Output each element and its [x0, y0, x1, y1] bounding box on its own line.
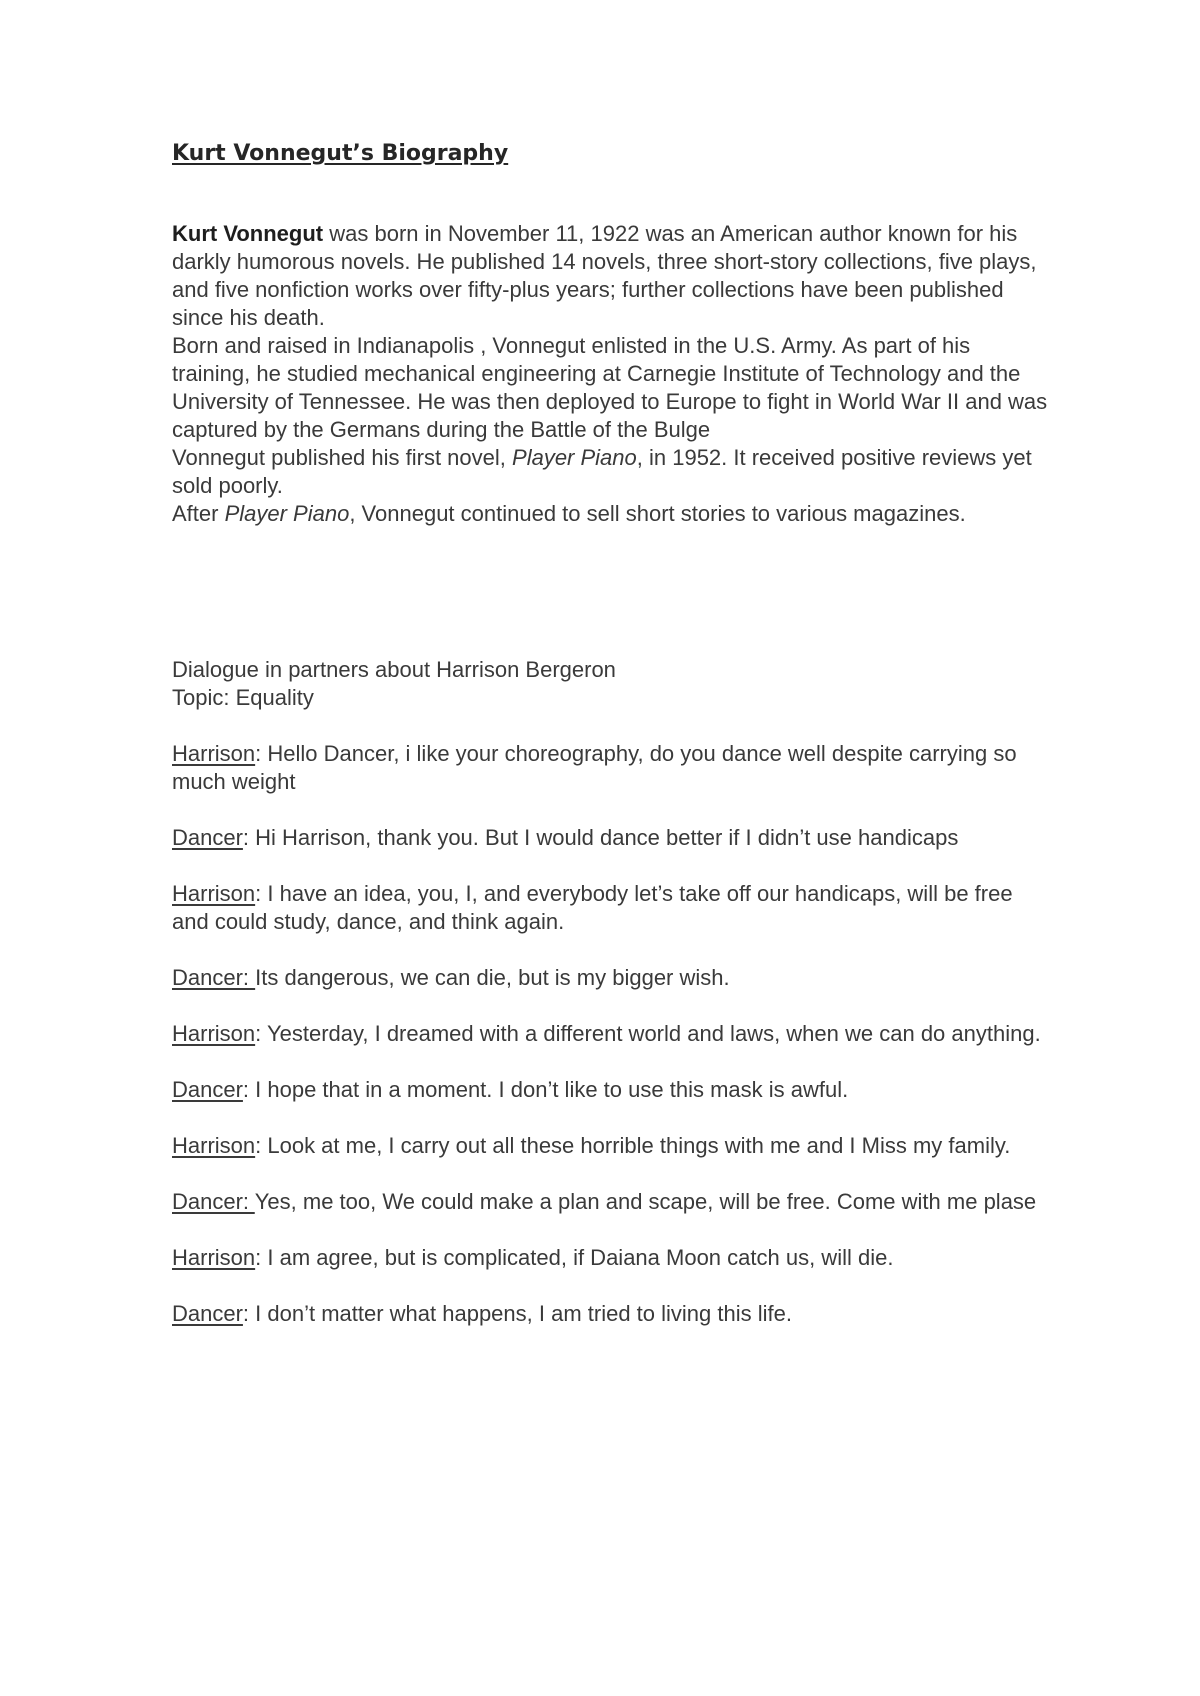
biography-section: [172, 220, 1052, 528]
speaker-label: Harrison: [172, 881, 256, 906]
bio-paragraph-4: [172, 500, 1052, 528]
turn-text: : Hello Dancer, i like your choreography, do you dance well despite carrying so much weight: [172, 741, 1017, 794]
speaker-label: Dancer: [172, 1077, 243, 1102]
dialogue-turn: [172, 1188, 1052, 1216]
dialogue-turn: [172, 964, 1052, 992]
novel-title: Player Piano: [224, 501, 350, 526]
bio-paragraph-4-text-a: After: [172, 501, 225, 526]
dialogue-header: [172, 656, 1052, 712]
bio-paragraph-1: [172, 220, 1052, 332]
bio-paragraph-4-text-b: , Vonnegut continued to sell short stories to various magazines.: [349, 501, 966, 526]
speaker-label: Dancer: [172, 825, 243, 850]
dialogue-turns: [172, 740, 1052, 1328]
bio-paragraph-1-text: was born in November 11, 1922 was an American author known for his darkly humorous novels. He published 14 novels, three short-story collections, five plays, and five nonfiction works over fifty-plus years; further collections have been published since his death.: [172, 221, 1037, 330]
turn-text: Its dangerous, we can die, but is my bigger wish.: [255, 965, 730, 990]
turn-text: : I have an idea, you, I, and everybody let’s take off our handicaps, will be free and could study, dance, and think again.: [172, 881, 1013, 934]
dialogue-turn: [172, 880, 1052, 936]
bio-paragraph-3: [172, 444, 1052, 500]
speaker-label: Harrison: [172, 1133, 256, 1158]
speaker-label: Harrison: [172, 1021, 256, 1046]
dialogue-topic: Topic: Equality: [172, 685, 314, 710]
turn-text: : I hope that in a moment. I don’t like to use this mask is awful.: [242, 1077, 849, 1102]
bio-paragraph-3-text-a: Vonnegut published his first novel,: [172, 445, 513, 470]
turn-text: Yes, me too, We could make a plan and scape, will be free. Come with me plase: [254, 1189, 1037, 1214]
dialogue-turn: [172, 1076, 1052, 1104]
speaker-label: Dancer:: [172, 965, 256, 990]
speaker-label: Harrison: [172, 741, 256, 766]
author-name: Kurt Vonnegut: [172, 221, 324, 246]
bio-paragraph-3-text-b: , in 1952. It received positive reviews yet sold poorly.: [172, 445, 1032, 498]
novel-title: Player Piano: [512, 445, 637, 470]
dialogue-turn: [172, 1300, 1052, 1328]
dialogue-turn: [172, 1244, 1052, 1272]
dialogue-turn: [172, 824, 1052, 852]
speaker-label: Dancer:: [172, 1189, 255, 1214]
turn-text: : I am agree, but is complicated, if Daiana Moon catch us, will die.: [255, 1245, 894, 1270]
dialogue-heading: Dialogue in partners about Harrison Bergeron: [172, 657, 616, 682]
speaker-label: Harrison: [172, 1245, 256, 1270]
turn-text: : I don’t matter what happens, I am tried to living this life.: [242, 1301, 792, 1326]
document-page: [172, 140, 1052, 1356]
dialogue-turn: [172, 1020, 1052, 1048]
dialogue-turn: [172, 740, 1052, 796]
speaker-label: Dancer: [172, 1301, 243, 1326]
bio-paragraph-2: Born and raised in Indianapolis , Vonnegut enlisted in the U.S. Army. As part of his training, he studied mechanical engineering at Carnegie Institute of Technology and the University of Tennessee. He was then deployed to Europe to fight in World War II and was captured by the Germans during the Battle of the Bulge: [172, 333, 1048, 442]
turn-text: : Hi Harrison, thank you. But I would dance better if I didn’t use handicaps: [242, 825, 959, 850]
turn-text: : Yesterday, I dreamed with a different world and laws, when we can do anything.: [255, 1021, 1041, 1046]
document-title: Kurt Vonnegut’s Biography: [172, 141, 509, 166]
turn-text: : Look at me, I carry out all these horrible things with me and I Miss my family.: [255, 1133, 1011, 1158]
dialogue-turn: [172, 1132, 1052, 1160]
